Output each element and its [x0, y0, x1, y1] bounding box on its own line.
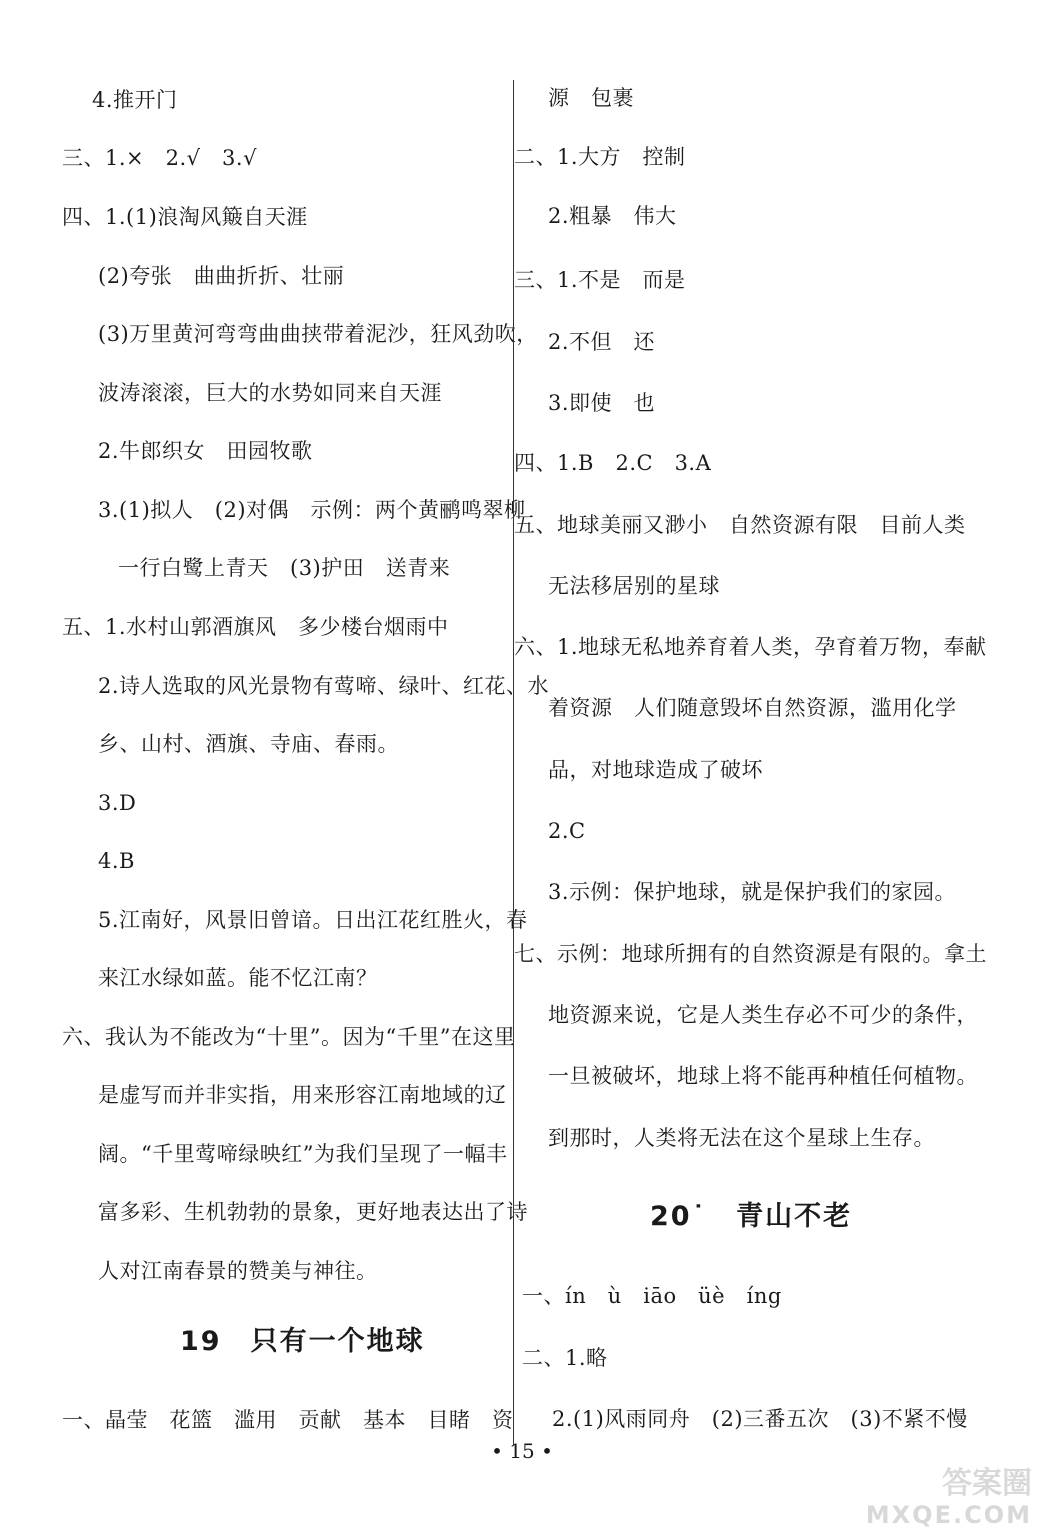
right-bottom-line-2: 二、1.略 — [522, 1346, 608, 1370]
left-line-20: 富多彩、生机勃勃的景象，更好地表达出了诗 — [98, 1200, 528, 1224]
watermark-logo — [866, 1466, 1032, 1528]
left-line-15: 5.江南好，风景旧曾谙。日出江花红胜火，春 — [98, 908, 528, 932]
left-line-4: (2)夸张 曲曲折折、壮丽 — [98, 264, 345, 288]
left-line-13: 3.D — [98, 791, 137, 815]
left-line-10: 五、1.水村山郭酒旗风 多少楼台烟雨中 — [62, 615, 449, 639]
right-line-16: 地资源来说，它是人类生存必不可少的条件， — [548, 1003, 978, 1027]
left-line-7: 2.牛郎织女 田园牧歌 — [98, 439, 313, 463]
right-line-18: 到那时，人类将无法在这个星球上生存。 — [548, 1126, 935, 1150]
right-line-8: 五、地球美丽又渺小 自然资源有限 目前人类 — [514, 513, 966, 537]
left-line-17: 六、我认为不能改为“十里”。因为“千里”在这里 — [62, 1025, 516, 1049]
right-line-15: 七、示例：地球所拥有的自然资源是有限的。拿土 — [514, 942, 987, 966]
right-line-7: 四、1.B 2.C 3.A — [514, 451, 712, 475]
right-line-11: 着资源 人们随意毁坏自然资源，滥用化学 — [548, 696, 957, 720]
left-line-bottom: 一、晶莹 花篮 滥用 贡献 基本 目睹 资 — [62, 1408, 514, 1432]
right-line-1: 源 包裹 — [548, 86, 634, 110]
left-line-1: 4.推开门 — [92, 88, 178, 112]
right-line-4: 三、1.不是 而是 — [514, 268, 686, 292]
section-heading-20: 20˙ 青山不老 — [650, 1201, 853, 1232]
left-line-19: 阔。“千里莺啼绿映红”为我们呈现了一幅丰 — [98, 1142, 508, 1166]
right-line-14: 3.示例：保护地球，就是保护我们的家园。 — [548, 880, 957, 904]
left-line-11: 2.诗人选取的风光景物有莺啼、绿叶、红花、水 — [98, 674, 550, 698]
right-line-2: 二、1.大方 控制 — [514, 145, 686, 169]
right-bottom-line-3: 2.(1)风雨同舟 (2)三番五次 (3)不紧不慢 — [552, 1407, 968, 1431]
watermark-url: MXQE.COM — [865, 1501, 1032, 1529]
watermark-top-text: 答案圈 — [942, 1466, 1032, 1501]
right-line-10: 六、1.地球无私地养育着人类，孕育着万物，奉献 — [514, 635, 987, 659]
right-line-17: 一旦被破坏，地球上将不能再种植任何植物。 — [548, 1064, 978, 1088]
right-bottom-line-1: 一、ín ù iāo üè íng — [522, 1284, 782, 1308]
page-number: • 15 • — [491, 1439, 553, 1463]
left-line-9: 一行白鹭上青天 (3)护田 送青来 — [118, 556, 451, 580]
left-line-5: (3)万里黄河弯弯曲曲挟带着泥沙，狂风劲吹， — [98, 322, 538, 346]
left-line-8: 3.(1)拟人 (2)对偶 示例：两个黄鹂鸣翠柳 — [98, 498, 526, 522]
left-line-18: 是虚写而并非实指，用来形容江南地域的辽 — [98, 1083, 507, 1107]
left-line-2: 三、1.× 2.√ 3.√ — [62, 146, 257, 170]
right-line-12: 品，对地球造成了破坏 — [548, 758, 763, 782]
right-line-13: 2.C — [548, 819, 586, 843]
right-line-6: 3.即使 也 — [548, 391, 656, 415]
left-line-16: 来江水绿如蓝。能不忆江南？ — [98, 966, 378, 990]
left-line-3: 四、1.(1)浪淘风簸自天涯 — [62, 205, 308, 229]
right-line-5: 2.不但 还 — [548, 330, 656, 354]
left-line-6: 波涛滚滚，巨大的水势如同来自天涯 — [98, 381, 442, 405]
section-heading-19: 19 只有一个地球 — [180, 1326, 425, 1357]
right-line-9: 无法移居别的星球 — [548, 574, 720, 598]
left-line-21: 人对江南春景的赞美与神往。 — [98, 1259, 378, 1283]
left-line-14: 4.B — [98, 849, 135, 873]
right-line-3: 2.粗暴 伟大 — [548, 204, 677, 228]
left-line-12: 乡、山村、酒旗、寺庙、春雨。 — [98, 732, 399, 756]
